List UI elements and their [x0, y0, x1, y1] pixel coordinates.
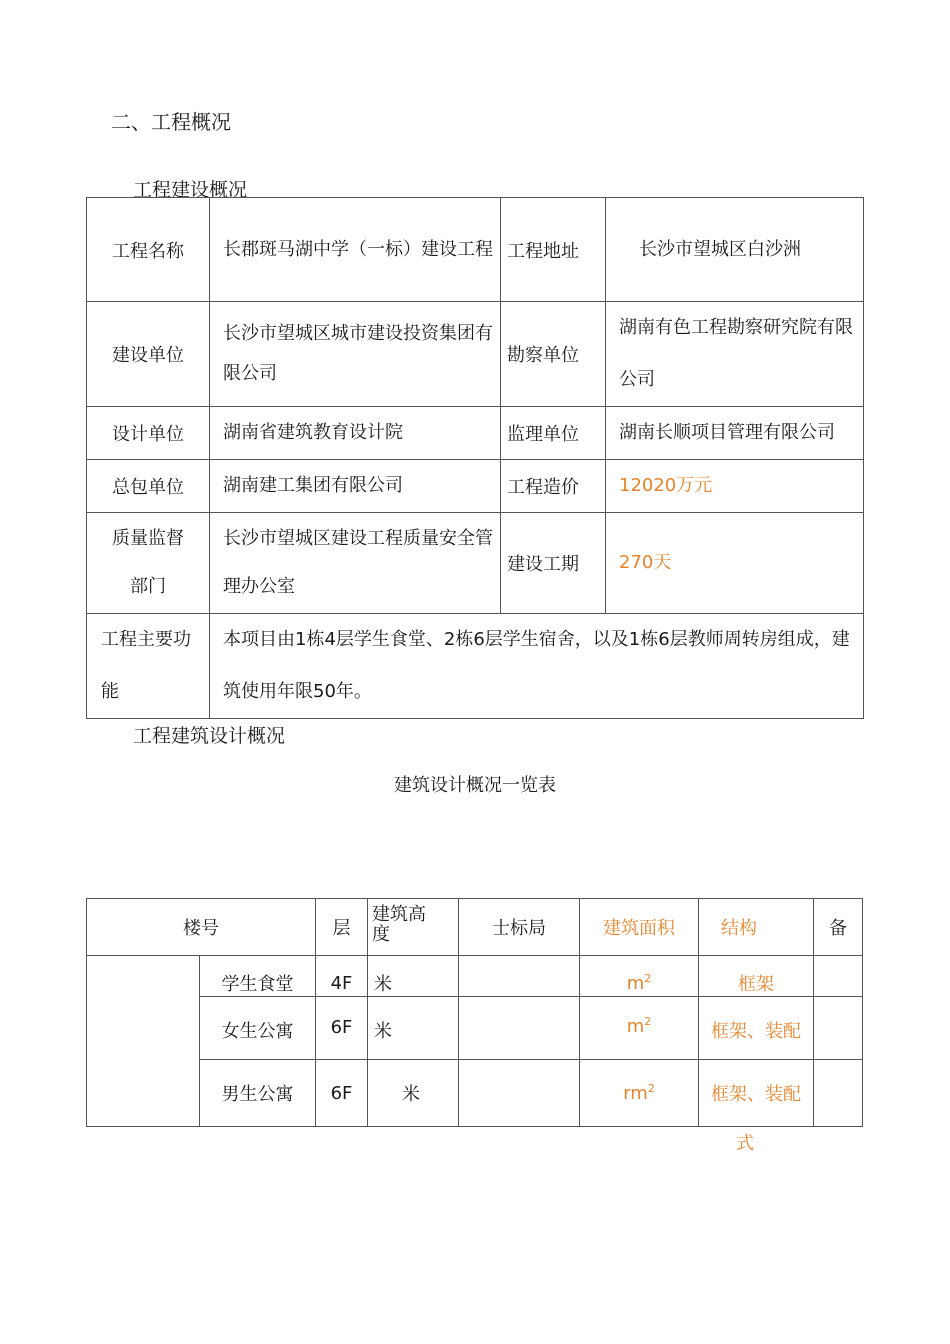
header-floors: 层: [316, 899, 368, 956]
floors-cell: 6F: [316, 997, 368, 1060]
area-cell: $m^2$: [580, 997, 699, 1060]
value-cell: 长沙市望城区白沙洲: [606, 198, 864, 302]
building-name: 男生公寓: [200, 1060, 316, 1127]
area-cell: $m^2$: [580, 956, 699, 997]
label-cell: 工程造价: [501, 460, 606, 513]
table-header-row: [87, 899, 863, 956]
table-row: [87, 407, 864, 460]
label-cell: 工程地址: [501, 198, 606, 302]
col4-cell: [459, 1060, 580, 1127]
label-cell: 工程主要功能: [87, 614, 210, 719]
header-remark: 备: [814, 899, 863, 956]
table-row: [87, 614, 864, 719]
label-cell: 监理单位: [501, 407, 606, 460]
function-value-cell: 本项目由1栋4层学生食堂、2栋6层学生宿舍，以及1栋6层教师周转房组成，建筑使用年限50年。: [210, 614, 864, 719]
subsection-heading: 工程建设概况: [133, 179, 248, 201]
value-cell: 湖南长顺项目管理有限公司: [606, 407, 864, 460]
label-cell: 勘察单位: [501, 302, 606, 407]
col4-cell: [459, 956, 580, 997]
height-cell: 米: [368, 997, 459, 1060]
structure-cell: 框架、装配: [699, 997, 814, 1060]
header-area: 建筑面积: [580, 899, 699, 956]
header-structure: 结构: [699, 899, 814, 956]
table-title: 建筑设计概况一览表: [394, 775, 556, 796]
header-col4: 士标局: [459, 899, 580, 956]
floors-cell: 4F: [316, 956, 368, 997]
value-cell: 长沙市望城区城市建设投资集团有限公司: [210, 302, 501, 407]
table-row: [87, 302, 864, 407]
table-row: [87, 956, 863, 997]
label-cell: 设计单位: [87, 407, 210, 460]
duration-value-cell: 270天: [606, 513, 864, 614]
col4-cell: [459, 997, 580, 1060]
building-group-cell: [87, 956, 200, 1127]
section-heading: 二、工程概况: [111, 110, 231, 134]
label-cell: 总包单位: [87, 460, 210, 513]
table-row: [87, 460, 864, 513]
value-cell: 长沙市望城区建设工程质量安全管理办公室: [210, 513, 501, 614]
height-cell: 米: [368, 1060, 459, 1127]
table-row: [87, 1060, 863, 1127]
table-row: [87, 513, 864, 614]
subsection-heading: 工程建筑设计概况: [133, 725, 286, 747]
height-cell: 米: [368, 956, 459, 997]
remark-cell: [814, 1060, 863, 1127]
table-row: [87, 198, 864, 302]
design-overview-table: [86, 898, 863, 1127]
value-cell: 湖南省建筑教育设计院: [210, 407, 501, 460]
remark-cell: [814, 956, 863, 997]
area-cell: $rm^2$: [580, 1060, 699, 1127]
value-cell: 湖南有色工程勘察研究院有限公司: [606, 302, 864, 407]
building-name: 学生食堂: [200, 956, 316, 997]
table-row: [87, 997, 863, 1060]
label-cell: 质量监督部门: [87, 513, 210, 614]
remark-cell: [814, 997, 863, 1060]
value-cell: 湖南建工集团有限公司: [210, 460, 501, 513]
cost-value-cell: 12020万元: [606, 460, 864, 513]
header-height: 建筑高度: [368, 899, 459, 956]
structure-overflow-text: 式: [736, 1133, 754, 1154]
project-info-table: [86, 197, 864, 719]
header-building: 楼号: [87, 899, 316, 956]
label-cell: 工程名称: [87, 198, 210, 302]
value-cell: 长郡斑马湖中学（一标）建设工程: [210, 198, 501, 302]
floors-cell: 6F: [316, 1060, 368, 1127]
label-cell: 建设工期: [501, 513, 606, 614]
structure-cell: 框架、装配: [699, 1060, 814, 1127]
building-name: 女生公寓: [200, 997, 316, 1060]
structure-cell: 框架: [699, 956, 814, 997]
label-cell: 建设单位: [87, 302, 210, 407]
